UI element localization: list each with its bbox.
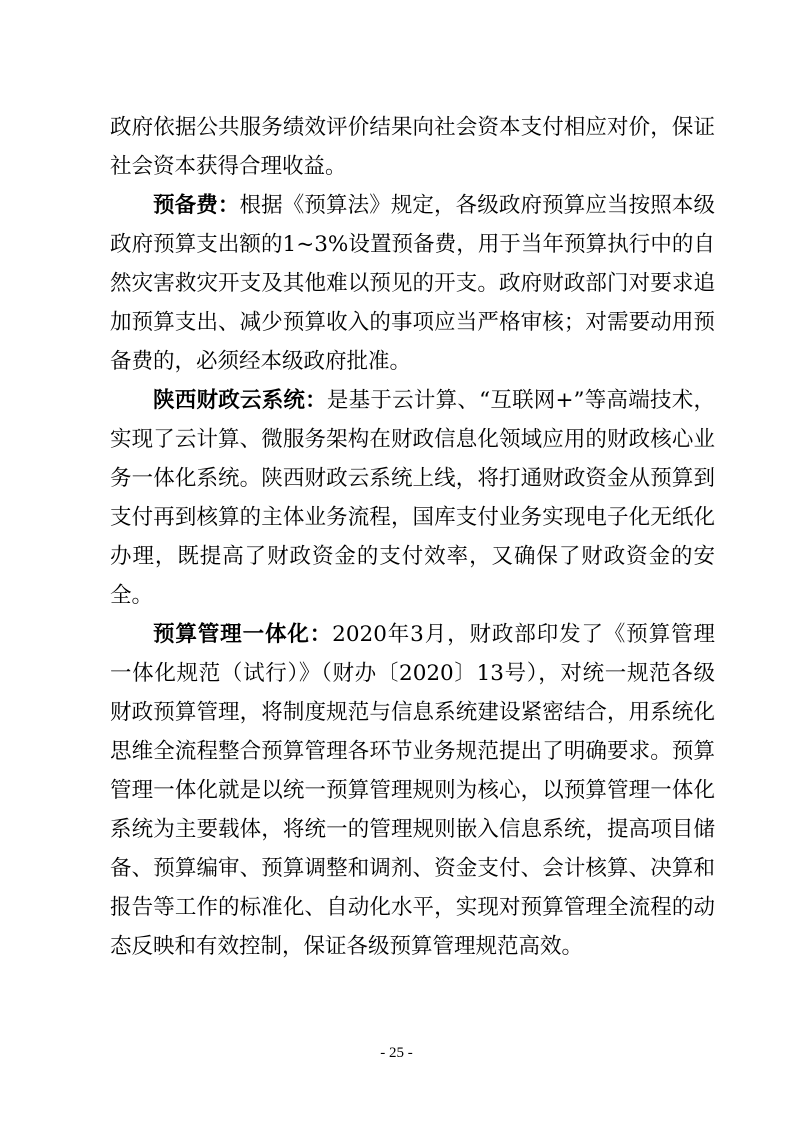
paragraph-text: 政府依据公共服务绩效评价结果向社会资本支付相应对价，保证社会资本获得合理收益。	[110, 115, 715, 179]
paragraph-reserve-fund	[110, 186, 715, 381]
paragraph-shaanxi-finance-cloud	[110, 381, 715, 615]
paragraph-budget-integration	[110, 615, 715, 966]
term-shaanxi-finance-cloud: 陕西财政云系统：	[153, 388, 327, 413]
term-budget-integration: 预算管理一体化：	[153, 622, 333, 647]
page-number: - 25 -	[380, 1045, 413, 1061]
paragraph-text: 根据《预算法》规定，各级政府预算应当按照本级政府预算支出额的1~3%设置预备费，用于当年预算执行中的自然灾害救灾开支及其他难以预见的开支。政府财政部门对要求追加预算支出、减少预算收入的事项应当严格审核；对需要动用预备费的，必须经本级政府批准。	[110, 193, 715, 374]
paragraph-continuation	[110, 108, 715, 186]
document-body	[110, 108, 715, 966]
term-reserve-fund: 预备费：	[153, 193, 240, 218]
paragraph-text: 2020年3月，财政部印发了《预算管理一体化规范（试行）》（财办〔2020〕13号），对统一规范各级财政预算管理，将制度规范与信息系统建设紧密结合，用系统化思维全流程整合预算管理各环节业务规范提出了明确要求。预算管理一体化就是以统一预算管理规则为核心，以预算管理一体化系统为主要载体，将统一的管理规则嵌入信息系统，提高项目储备、预算编审、预算调整和调剂、资金支付、会计核算、决算和报告等工作的标准化、自动化水平，实现对预算管理全流程的动态反映和有效控制，保证各级预算管理规范高效。	[110, 622, 715, 959]
paragraph-text: 是基于云计算、“互联网+”等高端技术，实现了云计算、微服务架构在财政信息化领域应用的财政核心业务一体化系统。陕西财政云系统上线，将打通财政资金从预算到支付再到核算的主体业务流程，国库支付业务实现电子化无纸化办理，既提高了财政资金的支付效率，又确保了财政资金的安全。	[110, 388, 715, 608]
